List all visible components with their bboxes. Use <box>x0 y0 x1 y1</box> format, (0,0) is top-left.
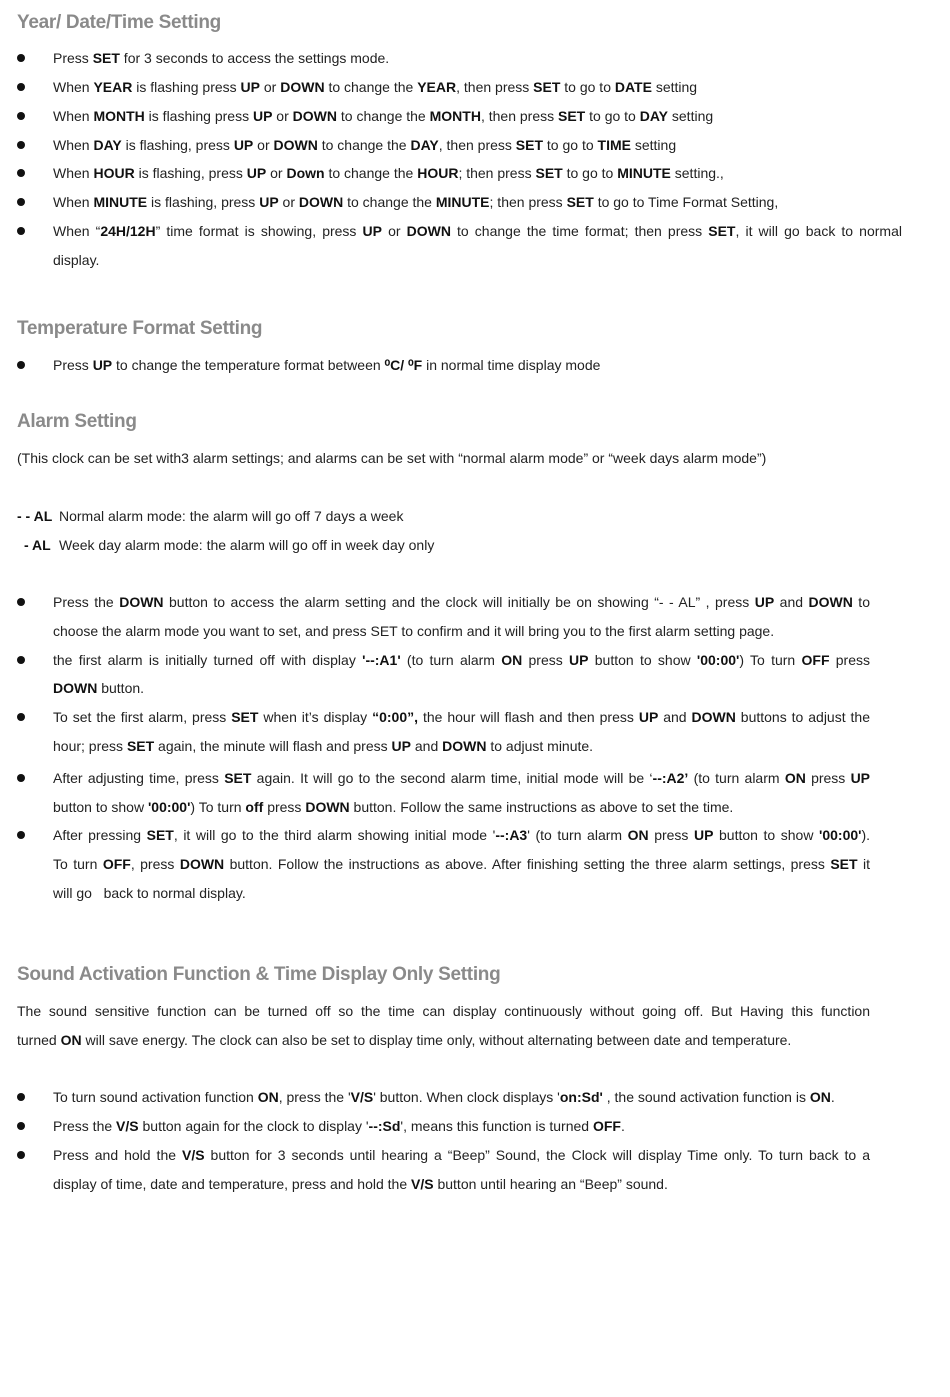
bold-keyword: ON <box>809 1089 831 1105</box>
list-item: Press SET for 3 seconds to access the settings mode. <box>53 50 390 66</box>
list-item-continuation: DOWN button. <box>53 680 145 696</box>
bold-keyword: UP <box>850 770 871 786</box>
bold-keyword: SET <box>708 223 736 239</box>
list-item: When DAY is flashing, press UP or DOWN to change the DAY, then press SET to go to TIME setting <box>53 137 677 153</box>
bold-keyword: off <box>245 799 264 815</box>
bullet-dot <box>17 831 25 839</box>
list-item: To set the first alarm, press SET when it’s display “0:00”, the hour will flash and then press UP and DOWN buttons to adjust the <box>53 709 870 725</box>
bold-keyword: '--:A1' <box>362 652 401 668</box>
bold-keyword: '00:00' <box>147 799 191 815</box>
bold-keyword: DOWN <box>406 223 451 239</box>
bold-keyword: 24H/12H <box>100 223 156 239</box>
bold-keyword: V/S <box>350 1089 374 1105</box>
section-heading-alarm: Alarm Setting <box>17 411 137 432</box>
bullet-dot <box>17 227 25 235</box>
bold-keyword: MONTH <box>429 108 481 124</box>
bold-keyword: HOUR <box>93 165 135 181</box>
bullet-dot <box>17 54 25 62</box>
bullet-dot <box>17 656 25 664</box>
bold-keyword: ON <box>501 652 523 668</box>
bullet-dot <box>17 112 25 120</box>
bold-keyword: SET <box>231 709 259 725</box>
bold-keyword: ON <box>257 1089 279 1105</box>
bold-keyword: “0:00”, <box>372 709 419 725</box>
list-item-continuation: To turn OFF, press DOWN button. Follow the instructions as above. After finishing setting the three alarm settings, press SET it <box>53 856 871 872</box>
bold-keyword: SET <box>146 827 174 843</box>
bold-keyword: UP <box>252 108 273 124</box>
bold-keyword: on:Sd' <box>559 1089 603 1105</box>
bold-keyword: UP <box>569 652 589 668</box>
list-item-continuation: will go back to normal display. <box>53 885 246 901</box>
bold-keyword: OFF <box>801 652 830 668</box>
bullet-dot <box>17 169 25 177</box>
section-heading-year-date-time: Year/ Date/Time Setting <box>17 12 221 33</box>
list-item: Press and hold the V/S button for 3 seconds until hearing a “Beep” Sound, the Clock will display Time only. To turn back to a <box>53 1147 870 1163</box>
list-item: When MINUTE is flashing, press UP or DOWN to change the MINUTE; then press SET to go to Time Format Setting, <box>53 194 779 210</box>
section-heading-sound: Sound Activation Function & Time Display Only Setting <box>17 964 501 985</box>
bold-keyword: ON <box>784 770 806 786</box>
bold-keyword: UP <box>246 165 267 181</box>
alarm-mode-desc: Week day alarm mode: the alarm will go off in week day only <box>59 537 435 553</box>
bold-keyword: --:Sd <box>368 1118 401 1134</box>
bold-keyword: OFF <box>102 856 131 872</box>
bold-keyword: V/S <box>411 1176 434 1192</box>
bold-keyword: YEAR <box>417 79 457 95</box>
bold-keyword: SET <box>535 165 563 181</box>
bold-keyword: UP <box>694 827 714 843</box>
bold-keyword: MINUTE <box>93 194 148 210</box>
list-item: After pressing SET, it will go to the third alarm showing initial mode '--:A3' (to turn alarm ON press UP button to show '00:00'). <box>53 827 871 843</box>
bullet-dot <box>17 713 25 721</box>
bold-keyword: SET <box>566 194 594 210</box>
bold-keyword: UP <box>259 194 279 210</box>
bold-keyword: UP <box>754 594 775 610</box>
bold-keyword: '00:00' <box>696 652 740 668</box>
bold-keyword: DOWN <box>691 709 736 725</box>
bold-keyword: SET <box>830 856 858 872</box>
bullet-dot <box>17 83 25 91</box>
bold-keyword: DAY <box>93 137 122 153</box>
bullet-dot <box>17 198 25 206</box>
alarm-mode-desc: Normal alarm mode: the alarm will go off 7 days a week <box>59 508 404 524</box>
bold-keyword: UP <box>233 137 254 153</box>
alarm-intro: (This clock can be set with3 alarm settings; and alarms can be set with “normal alarm mode” or “week days alarm mode”) <box>17 450 767 466</box>
bullet-dot <box>17 774 25 782</box>
list-item-continuation: display. <box>53 252 100 268</box>
bold-keyword: ON <box>60 1032 82 1048</box>
list-item-continuation: hour; press SET again, the minute will flash and press UP and DOWN to adjust minute. <box>53 738 594 754</box>
bold-keyword: DOWN <box>808 594 853 610</box>
list-item: the first alarm is initially turned off with display '--:A1' (to turn alarm ON press UP button to show '00:00') To turn OFF press <box>53 652 871 668</box>
bold-keyword: DOWN <box>305 799 350 815</box>
list-item: Press the V/S button again for the clock to display '--:Sd', means this function is turned OFF. <box>53 1118 625 1134</box>
bold-keyword: DATE <box>614 79 652 95</box>
bold-keyword: MONTH <box>93 108 145 124</box>
list-item-continuation: button to show '00:00') To turn off press DOWN button. Follow the same instructions as above to set the time. <box>53 799 734 815</box>
bold-keyword: UP <box>92 357 113 373</box>
bold-keyword: DOWN <box>292 108 337 124</box>
alarm-mode-normal <box>17 506 870 526</box>
bold-keyword: DOWN <box>273 137 318 153</box>
bullet-dot <box>17 141 25 149</box>
bold-keyword: SET <box>533 79 561 95</box>
bold-keyword: SET <box>558 108 586 124</box>
alarm-mode-weekday <box>17 535 870 555</box>
list-item: To turn sound activation function ON, press the 'V/S' button. When clock displays 'on:Sd' , the sound activation function is ON. <box>53 1089 835 1105</box>
bold-keyword: DOWN <box>280 79 325 95</box>
bold-keyword: ⁰C/ ⁰F <box>384 357 423 373</box>
bold-keyword: DOWN <box>179 856 225 872</box>
bold-keyword: '00:00' <box>819 827 862 843</box>
list-item: Press UP to change the temperature format between ⁰C/ ⁰F in normal time display mode <box>53 357 601 373</box>
bold-keyword: SET <box>126 738 155 754</box>
bold-keyword: V/S <box>116 1118 139 1134</box>
list-item: When YEAR is flashing press UP or DOWN to change the YEAR, then press SET to go to DATE setting <box>53 79 698 95</box>
paragraph-line: turned ON will save energy. The clock can also be set to display time only, without alternating between date and temperature. <box>17 1032 792 1048</box>
bold-keyword: DOWN <box>298 194 344 210</box>
bold-keyword: MINUTE <box>617 165 671 181</box>
alarm-mode-code: - - AL <box>17 508 53 524</box>
bold-keyword: UP <box>362 223 382 239</box>
bold-keyword: UP <box>638 709 659 725</box>
bold-keyword: TIME <box>597 137 631 153</box>
bold-keyword: HOUR <box>417 165 459 181</box>
bold-keyword: V/S <box>182 1147 205 1163</box>
section-heading-temperature: Temperature Format Setting <box>17 318 263 339</box>
bold-keyword: DOWN <box>53 680 98 696</box>
bold-keyword: DAY <box>639 108 668 124</box>
list-item: When “24H/12H” time format is showing, press UP or DOWN to change the time format; then press SET, it will go back to normal <box>53 223 902 239</box>
list-item: When MONTH is flashing press UP or DOWN to change the MONTH, then press SET to go to DAY setting <box>53 108 714 124</box>
list-item-continuation: choose the alarm mode you want to set, and press SET to confirm and it will bring you to the first alarm setting page. <box>53 623 775 639</box>
bold-keyword: DOWN <box>442 738 487 754</box>
list-item: When HOUR is flashing, press UP or Down to change the HOUR; then press SET to go to MINUTE setting., <box>53 165 724 181</box>
bold-keyword: SET <box>224 770 252 786</box>
bold-keyword: YEAR <box>93 79 133 95</box>
bullet-dot <box>17 1122 25 1130</box>
alarm-mode-code: - AL <box>24 537 51 553</box>
list-item: Press the DOWN button to access the alarm setting and the clock will initially be on showing “- - AL” , press UP and DOWN to <box>53 594 870 610</box>
bold-keyword: UP <box>391 738 411 754</box>
list-item: After adjusting time, press SET again. It will go to the second alarm time, initial mode will be ‘--:A2’ (to turn alarm ON press UP <box>53 770 871 786</box>
bullet-dot <box>17 361 25 369</box>
bold-keyword: OFF <box>592 1118 621 1134</box>
paragraph-line: The sound sensitive function can be turned off so the time can display continuously without going off. But Having this function <box>17 1003 870 1019</box>
bold-keyword: --:A2’ <box>652 770 689 786</box>
bold-keyword: MINUTE <box>435 194 490 210</box>
bold-keyword: --:A3 <box>495 827 528 843</box>
bold-keyword: UP <box>240 79 260 95</box>
list-item-continuation: display of time, date and temperature, press and hold the V/S button until hearing an “Beep” sound. <box>53 1176 668 1192</box>
bold-keyword: SET <box>92 50 120 66</box>
bold-keyword: ON <box>627 827 649 843</box>
bullet-dot <box>17 1151 25 1159</box>
bullet-dot <box>17 1093 25 1101</box>
bold-keyword: DAY <box>410 137 439 153</box>
bullet-dot <box>17 598 25 606</box>
bold-keyword: DOWN <box>119 594 164 610</box>
bold-keyword: Down <box>286 165 325 181</box>
bold-keyword: SET <box>515 137 544 153</box>
